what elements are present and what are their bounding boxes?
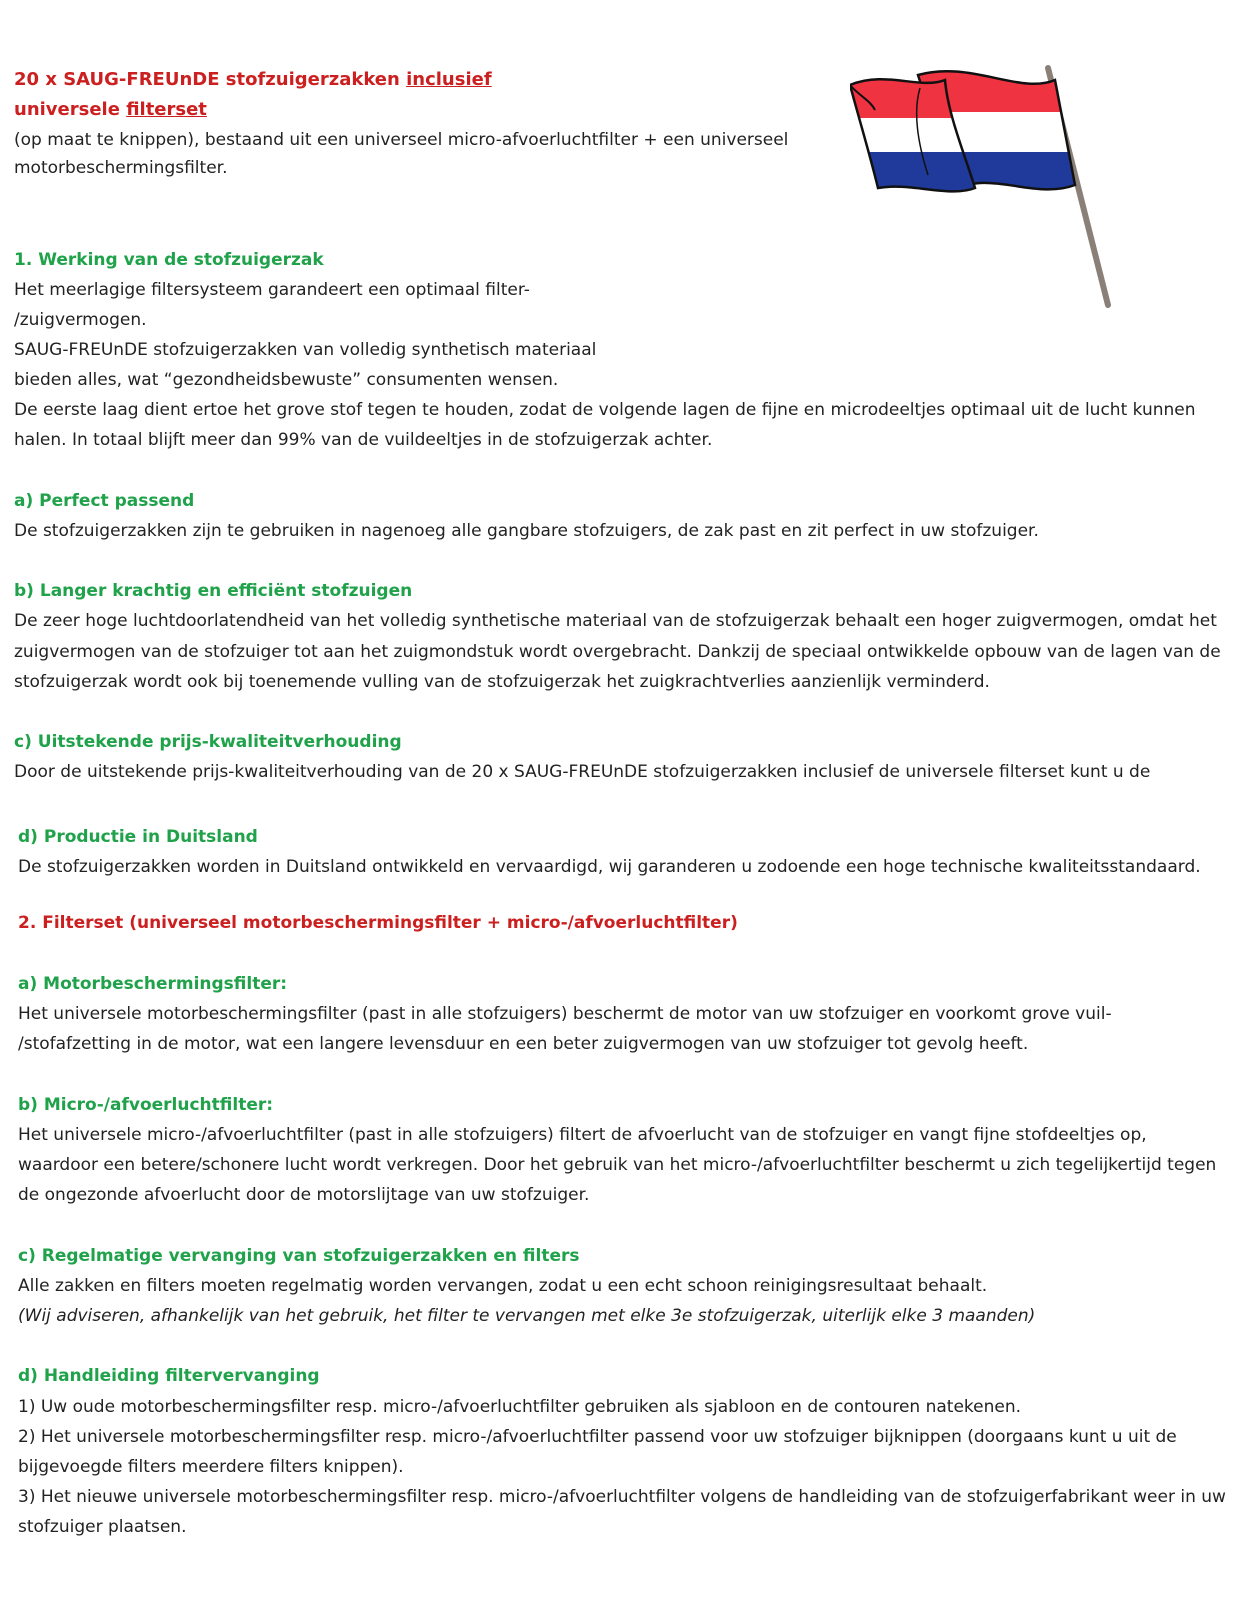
dutch-flag-illustration [850, 60, 1170, 325]
price-quality-text: Door de uitstekende prijs-kwaliteitverhouding van de 20 x SAUG-FREUnDE stofzuigerzakken inclusief de universele filterset kunt u de [14, 762, 1151, 782]
product-title-line2 [14, 96, 207, 124]
perfect-fit-text: De stofzuigerzakken zijn te gebruiken in nagenoeg alle gangbare stofzuigers, de zak past en zit perfect in uw stofzuiger. [14, 521, 1039, 541]
motor-filter-text: Het universele motorbeschermingsfilter (past in alle stofzuigers) beschermt de motor van uw stofzuiger en voorkomt grove vuil- [18, 1004, 1112, 1024]
replacement-text: Alle zakken en filters moeten regelmatig worden vervangen, zodat u een echt schoon reinigingsresultaat behaalt. [18, 1276, 988, 1296]
efficient-text: zuigvermogen van de stofzuiger tot aan het zuigmondstuk wordt overgebracht. Dankzij de speciaal ontwikkelde opbouw van de lagen van de [14, 642, 1221, 662]
manual-step: 3) Het nieuwe universele motorbeschermingsfilter resp. micro-/afvoerluchtfilter volgens de handleiding van de stofzuigerfabrikant weer in uw [18, 1487, 1226, 1507]
manual-step: bijgevoegde filters meerdere filters knippen). [18, 1457, 404, 1477]
manual-step: 2) Het universele motorbeschermingsfilter resp. micro-/afvoerluchtfilter passend voor uw stofzuiger bijknippen (doorgaans kunt u uit de [18, 1427, 1177, 1447]
product-title-line1 [14, 66, 492, 94]
filterset-link[interactable]: filterset [126, 99, 207, 120]
manual-step: stofzuiger plaatsen. [18, 1517, 187, 1537]
perfect-fit-heading: a) Perfect passend [14, 491, 195, 511]
micro-filter-heading: b) Micro-/afvoerluchtfilter: [18, 1095, 274, 1115]
section1-line: /zuigvermogen. [14, 310, 147, 330]
section1-line: De eerste laag dient ertoe het grove stof tegen te houden, zodat de volgende lagen de fijne en microdeeltjes optimaal uit de lucht kunnen [14, 400, 1196, 420]
section1-line: SAUG-FREUnDE stofzuigerzakken van volledig synthetisch materiaal [14, 340, 597, 360]
product-description-line2: motorbeschermingsfilter. [14, 158, 228, 178]
micro-filter-text: waardoor een betere/schonere lucht wordt verkregen. Door het gebruik van het micro-/afvoerluchtfilter beschermt u zich tegelijkertijd tegen [18, 1155, 1217, 1175]
production-text: De stofzuigerzakken worden in Duitsland ontwikkeld en vervaardigd, wij garanderen u zodoende een hoge technische kwaliteitsstandaard. [18, 857, 1201, 877]
efficient-text: stofzuigerzak wordt ook bij toenemende vulling van de stofzuigerzak het zuigkrachtverlies aanzienlijk verminderd. [14, 672, 990, 692]
motor-filter-heading: a) Motorbeschermingsfilter: [18, 974, 288, 994]
production-heading: d) Productie in Duitsland [18, 827, 258, 847]
section1-line: Het meerlagige filtersysteem garandeert een optimaal filter- [14, 280, 530, 300]
efficient-heading: b) Langer krachtig en efficiënt stofzuigen [14, 581, 413, 601]
motor-filter-text: /stofafzetting in de motor, wat een langere levensduur en een beter zuigvermogen van uw stofzuiger tot gevolg heeft. [18, 1034, 1029, 1054]
replacement-advice-note: (Wij adviseren, afhankelijk van het gebruik, het filter te vervangen met elke 3e stofzuigerzak, uiterlijk elke 3 maanden) [18, 1306, 1036, 1326]
section1-line: halen. In totaal blijft meer dan 99% van de vuildeeltjes in de stofzuigerzak achter. [14, 430, 713, 450]
product-description-line1: (op maat te knippen), bestaand uit een universeel micro-afvoerluchtfilter + een universeel [14, 130, 789, 150]
efficient-text: De zeer hoge luchtdoorlatendheid van het volledig synthetische materiaal van de stofzuigerzak behaalt een hoger zuigvermogen, omdat het [14, 611, 1217, 631]
micro-filter-text: Het universele micro-/afvoerluchtfilter (past in alle stofzuigers) filtert de afvoerlucht van de stofzuiger en vangt fijne stofdeeltjes op, [18, 1125, 1147, 1145]
micro-filter-text: de ongezonde afvoerlucht door de motorslijtage van uw stofzuiger. [18, 1185, 590, 1205]
section1-heading: 1. Werking van de stofzuigerzak [14, 250, 324, 270]
inclusief-link[interactable]: inclusief [406, 69, 492, 90]
manual-step: 1) Uw oude motorbeschermingsfilter resp. micro-/afvoerluchtfilter gebruiken als sjabloon en de contouren natekenen. [18, 1397, 1022, 1417]
title-text-2: universele [14, 99, 127, 120]
price-quality-heading: c) Uitstekende prijs-kwaliteitverhouding [14, 732, 402, 752]
section2-heading: 2. Filterset (universeel motorbeschermingsfilter + micro-/afvoerluchtfilter) [18, 913, 738, 933]
manual-heading: d) Handleiding filtervervanging [18, 1366, 320, 1386]
replacement-heading: c) Regelmatige vervanging van stofzuigerzakken en filters [18, 1246, 580, 1266]
section1-line: bieden alles, wat “gezondheidsbewuste” consumenten wensen. [14, 370, 559, 390]
title-text: 20 x SAUG-FREUnDE stofzuigerzakken [14, 69, 407, 90]
